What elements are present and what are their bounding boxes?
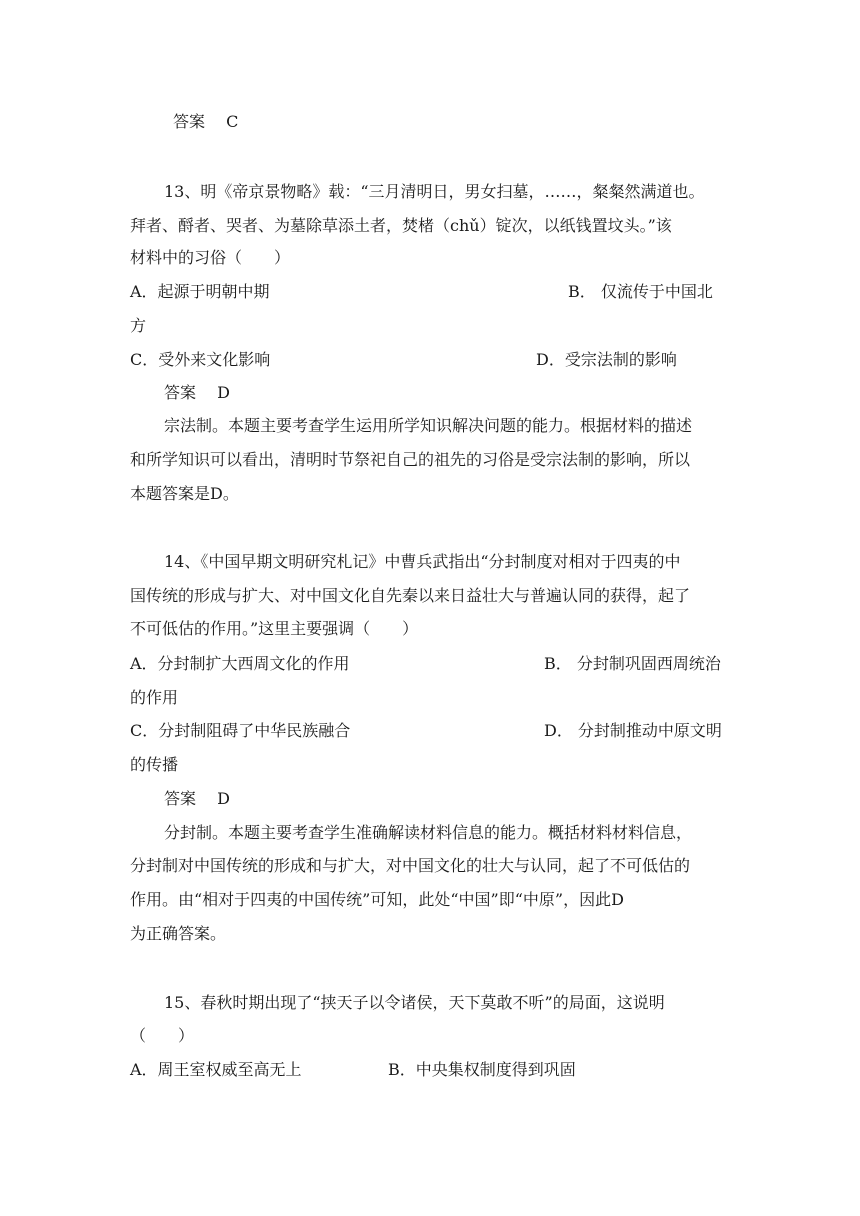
explanation-text: 为正确答案。 xyxy=(130,924,227,943)
answer-text: 答案 C xyxy=(173,112,239,131)
explanation-text: 宗法制。本题主要考查学生运用所学知识解决问题的能力。根据材料的描述 xyxy=(164,416,693,435)
option-d-wrap: 的传播 xyxy=(130,755,179,774)
answer-text: 答案 D xyxy=(164,789,230,808)
option-a: A．周王室权威至高无上 xyxy=(130,1060,302,1079)
explanation-text: 分封制。本题主要考查学生准确解读材料信息的能力。概括材料材料信息， xyxy=(164,823,693,842)
option-b: B． 仅流传于中国北 xyxy=(568,282,713,301)
option-b: B． 分封制巩固西周统治 xyxy=(544,654,721,673)
option-b-wrap: 方 xyxy=(130,316,147,335)
option-a: A．分封制扩大西周文化的作用 xyxy=(130,654,350,673)
option-b: B．中央集权制度得到巩固 xyxy=(388,1060,576,1079)
option-d: D．受宗法制的影响 xyxy=(536,350,677,369)
question-text: （ ） xyxy=(130,1026,195,1045)
explanation-text: 本题答案是D。 xyxy=(130,484,239,503)
question-text: 13、明《帝京景物略》载：“三月清明日，男女扫墓，……，粲粲然满道也。 xyxy=(164,182,705,201)
question-text: 15、春秋时期出现了“挟天子以令诸侯，天下莫敢不听”的局面，这说明 xyxy=(164,993,665,1012)
explanation-text: 作用。由“相对于四夷的中国传统”可知，此处“中国”即“中原”，因此D xyxy=(130,890,624,909)
question-text: 拜者、酹者、哭者、为墓除草添土者，焚楮（chǔ）锭次，以纸钱置坟头。”该 xyxy=(130,216,672,235)
question-text: 材料中的习俗（ ） xyxy=(130,248,291,267)
answer-text: 答案 D xyxy=(164,383,230,402)
option-c: C．分封制阻碍了中华民族融合 xyxy=(130,721,351,740)
option-c: C．受外来文化影响 xyxy=(130,350,271,369)
question-text: 14、《中国早期文明研究札记》中曹兵武指出“分封制度对相对于四夷的中 xyxy=(164,552,681,571)
question-text: 国传统的形成与扩大、对中国文化自先秦以来日益壮大与普遍认同的获得，起了 xyxy=(130,586,691,605)
question-text: 不可低估的作用。”这里主要强调（ ） xyxy=(130,619,419,638)
option-a: A．起源于明朝中期 xyxy=(130,282,270,301)
option-b-wrap: 的作用 xyxy=(130,688,179,707)
explanation-text: 分封制对中国传统的形成和与扩大，对中国文化的壮大与认同，起了不可低估的 xyxy=(130,856,691,875)
option-d: D． 分封制推动中原文明 xyxy=(544,721,722,740)
explanation-text: 和所学知识可以看出，清明时节祭祀自己的祖先的习俗是受宗法制的影响，所以 xyxy=(130,450,691,469)
